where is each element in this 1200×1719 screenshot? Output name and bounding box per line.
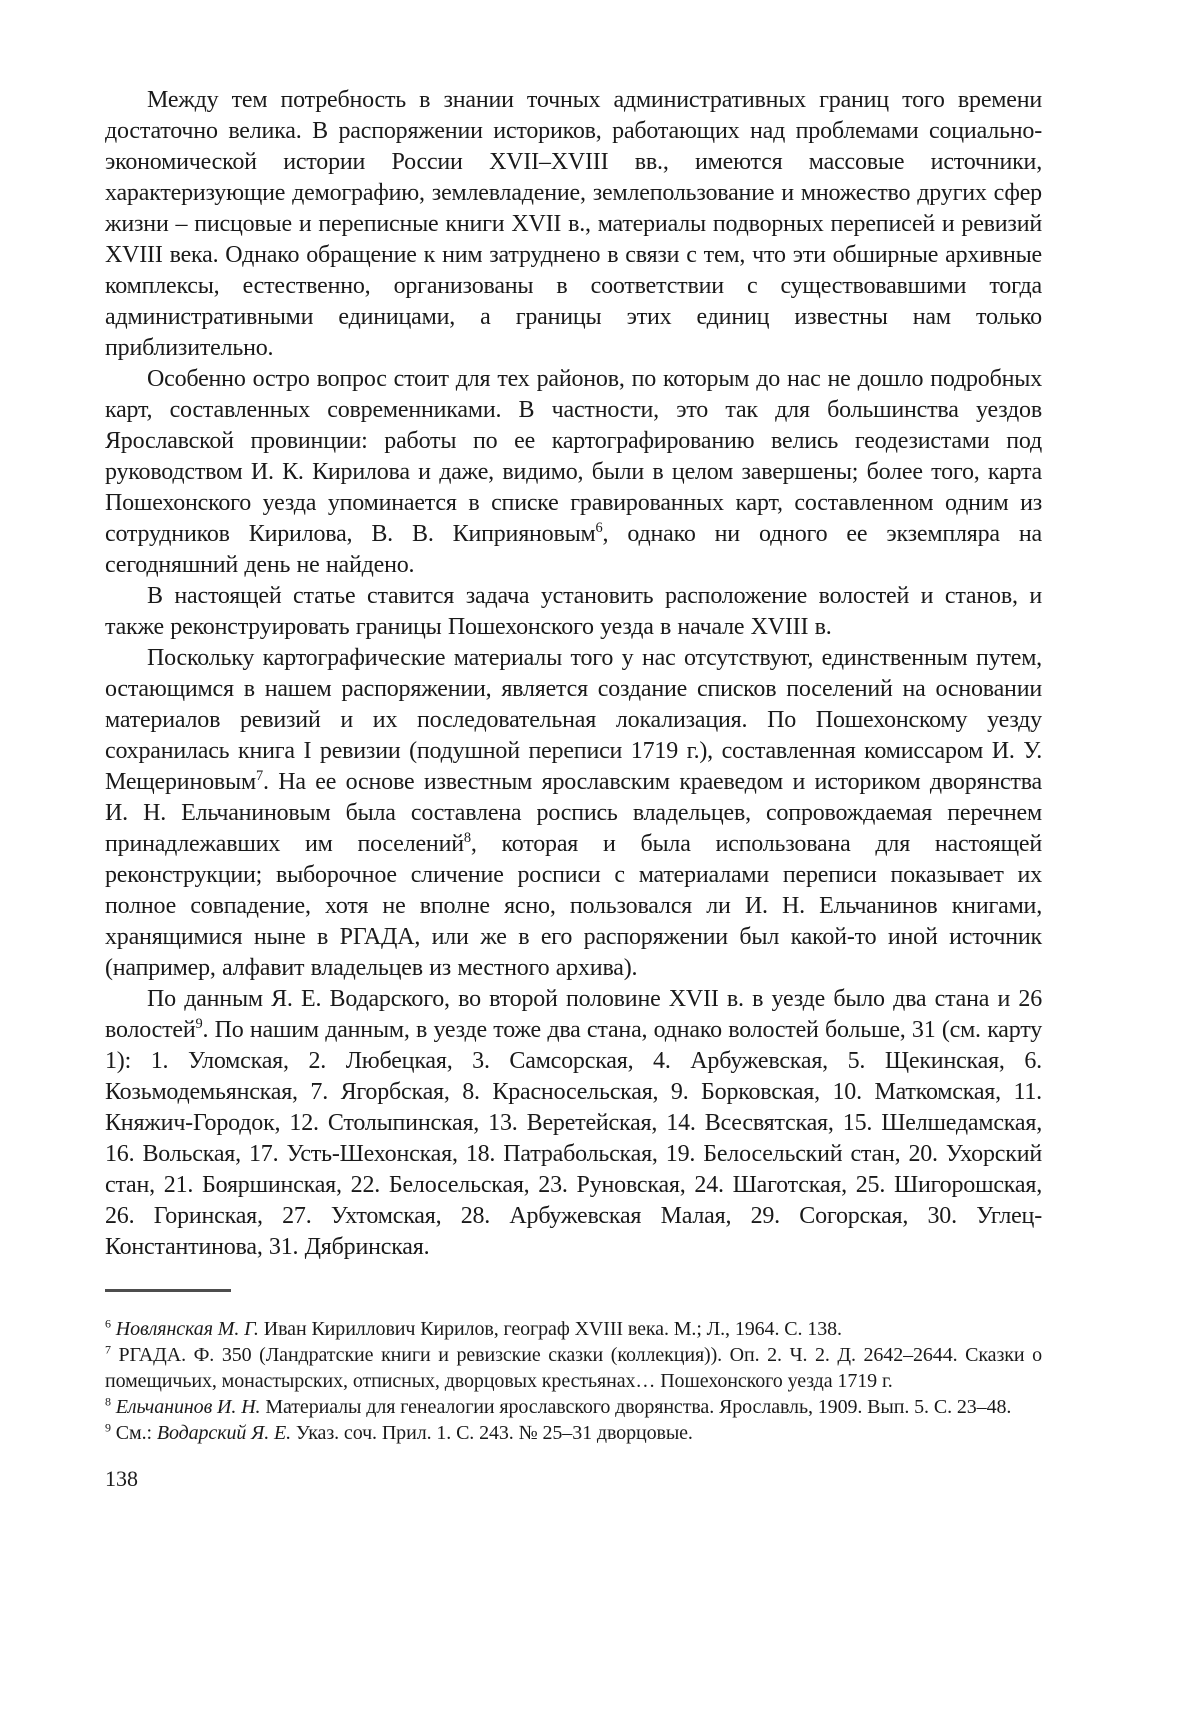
footnote-marker: 7 (105, 1342, 111, 1357)
footnote-marker: 8 (463, 830, 471, 846)
footnote-marker: 9 (105, 1420, 111, 1435)
paragraph (105, 85, 1042, 364)
footnote-marker: 6 (595, 520, 603, 536)
paragraph (105, 643, 1042, 984)
italic-text-run: Водарский Я. Е. (156, 1422, 292, 1444)
paragraph (105, 364, 1042, 581)
footnote-marker: 8 (105, 1394, 111, 1409)
italic-text-run: Новлянская М. Г. (110, 1318, 259, 1340)
text-run: В настоящей статье ставится задача установить расположение волостей и станов, и также реконструировать границы Пошехонского уезда в начале XVIII в. (105, 583, 1042, 640)
text-run: Особенно остро вопрос стоит для тех районов, по которым до нас не дошло подробных карт, составленных современниками. В частности, это так для большинства уездов Ярославской провинции: работы по ее картографированию велись геодезистами под руководством И. К. Кирилова и даже, видимо, были в целом завершены; более того, карта Пошехонского уезда упоминается в списке гравированных карт, составленном одним из сотрудников Кирилова, В. В. Киприяновым (105, 366, 1042, 547)
article-body (105, 85, 1042, 1263)
text-run: Указ. соч. Прил. 1. С. 243. № 25–31 дворцовые. (291, 1422, 693, 1444)
text-run: Поскольку картографические материалы того у нас отсутствуют, единственным путем, остающимся в нашем распоряжении, является создание списков поселений на основании материалов ревизий и их последовательная локализация. По Пошехонскому уезду сохранилась книга I ревизии (подушной переписи 1719 г.), составленная комиссаром И. У. Мещериновым (105, 645, 1042, 795)
text-run: . На ее основе известным ярославским краеведом и историком дворянства И. Н. Ельчаниновым была составлена роспись владельцев, сопровождаемая перечнем принадлежавших им поселений (105, 769, 1042, 857)
text-run: , которая и была использована для настоящей реконструкции; выборочное сличение росписи с материалами переписи показывает их полное совпадение, хотя не вполне ясно, пользовался ли И. Н. Ельчанинов книгами, хранящимися ныне в РГАДА, или же в его распоряжении был какой-то иной источник (например, алфавит владельцев из местного архива). (105, 831, 1042, 981)
footnote-marker: 9 (195, 1016, 203, 1032)
paragraph (105, 984, 1042, 1263)
footnote-separator (105, 1289, 231, 1292)
text-run: Иван Кириллович Кирилов, географ XVIII века. М.; Л., 1964. С. 138. (258, 1318, 842, 1340)
italic-text-run: Ельчанинов И. Н. (110, 1396, 261, 1418)
footnote (105, 1316, 1042, 1342)
text-run: . По нашим данным, в уезде тоже два стана, однако волостей больше, 31 (см. карту 1): 1. Уломская, 2. Любецкая, 3. Самсорская, 4. Арбужевская, 5. Щекинская, 6. Козьмодемьянская, 7. Ягорбская, 8. Красносельская, 9. Борковская, 10. Маткомская, 11. Княжич-Городок, 12. Столыпинская, 13. Веретейская, 14. Всесвятская, 15. Шелшедамская, 16. Вольская, 17. Усть-Шехонская, 18. Патрабольская, 19. Белосельский стан, 20. Ухорский стан, 21. Бояршинская, 22. Белосельская, 23. Руновская, 24. Шаготская, 25. Шигорошская, 26. Горинская, 27. Ухтомская, 28. Арбужевская Малая, 29. Согорская, 30. Углец-Константинова, 31. Дябринская. (105, 1017, 1042, 1260)
footnote (105, 1342, 1042, 1394)
text-run: Материалы для генеалогии ярославского дворянства. Ярославль, 1909. Вып. 5. С. 23–48. (260, 1396, 1012, 1418)
text-run: РГАДА. Ф. 350 (Ландратские книги и ревизские сказки (коллекция)). Оп. 2. Ч. 2. Д. 2642–2644. Сказки о помещичьих, монастырских, отписных, дворцовых крестьянах… Пошехонского уезда 1719 г. (105, 1344, 1042, 1392)
text-run: По данным Я. Е. Водарского, во второй половине XVII в. в уезде было два стана и 26 волостей (105, 986, 1042, 1043)
footnote-marker: 6 (105, 1316, 111, 1331)
text-run: , однако ни одного ее экземпляра на сегодняшний день не найдено. (105, 521, 1042, 578)
page-number: 138 (105, 1466, 138, 1491)
footnotes-block (105, 1316, 1042, 1446)
paragraph (105, 581, 1042, 643)
text-run: Между тем потребность в знании точных административных границ того времени достаточно велика. В распоряжении историков, работающих над проблемами социально-экономической истории России XVII–XVIII вв., имеются массовые источники, характеризующие демографию, землевладение, землепользование и множество других сфер жизни – писцовые и переписные книги XVII в., материалы подворных переписей и ревизий XVIII века. Однако обращение к ним затруднено в связи с тем, что эти обширные архивные комплексы, естественно, организованы в соответствии с существовавшими тогда административными единицами, а границы этих единиц известны нам только приблизительно. (105, 87, 1042, 361)
footnote-marker: 7 (255, 768, 263, 784)
footnote (105, 1394, 1042, 1420)
text-run: См.: (110, 1422, 157, 1444)
footnote (105, 1420, 1042, 1446)
